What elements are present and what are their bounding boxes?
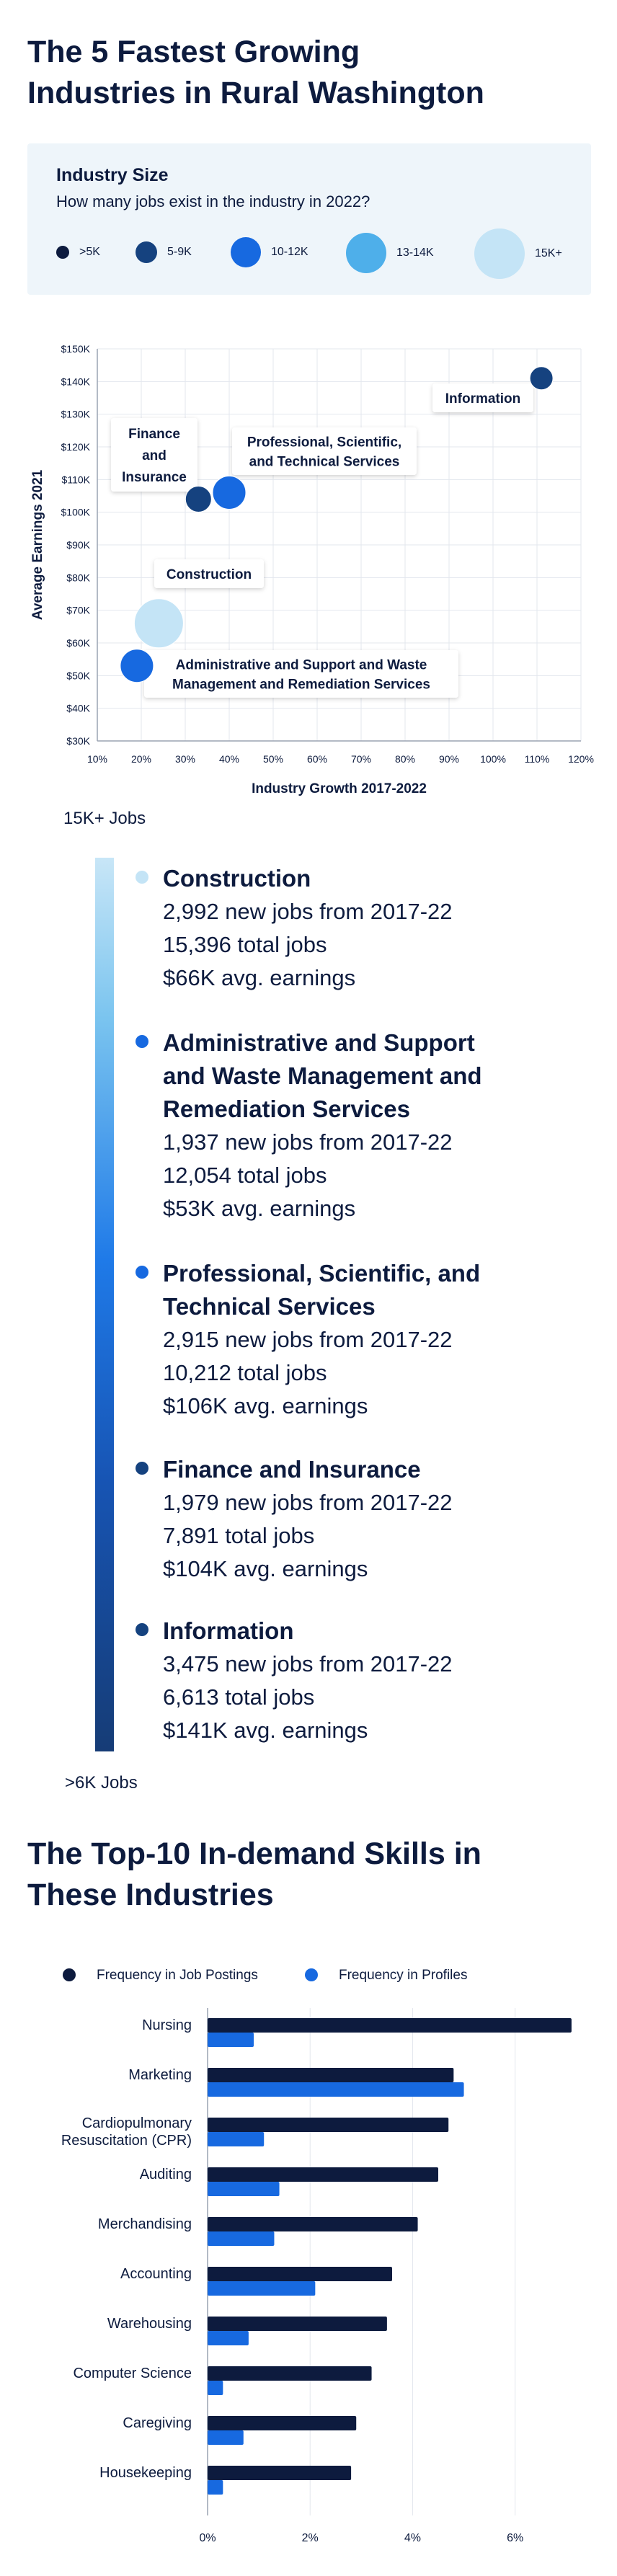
size-legend-label: 15K+ bbox=[535, 247, 562, 259]
category-label: Accounting bbox=[120, 2266, 192, 2282]
category-label: Marketing bbox=[128, 2067, 192, 2083]
legend-label: Frequency in Job Postings bbox=[97, 1968, 258, 1983]
industry-earnings: $66K avg. earnings bbox=[163, 965, 356, 990]
bar-job-postings bbox=[208, 2167, 438, 2182]
y-tick-label: $110K bbox=[61, 474, 90, 486]
legend-swatch bbox=[305, 1968, 318, 1981]
y-tick-label: $80K bbox=[66, 572, 90, 584]
x-tick-label: 0% bbox=[199, 2532, 216, 2544]
industry-new-jobs: 3,475 new jobs from 2017-22 bbox=[163, 1651, 453, 1676]
page-title bbox=[27, 32, 590, 114]
x-tick-label: 30% bbox=[174, 753, 196, 765]
data-point bbox=[530, 367, 553, 390]
skills-bar-chart bbox=[0, 1946, 617, 2576]
page-title-line-2: Industries in Rural Washington bbox=[27, 76, 484, 110]
industry-earnings: $141K avg. earnings bbox=[163, 1718, 368, 1743]
industry-earnings: $53K avg. earnings bbox=[163, 1196, 356, 1221]
x-tick-label: 120% bbox=[568, 753, 594, 765]
category-label: Caregiving bbox=[123, 2415, 192, 2431]
point-label: Information bbox=[445, 391, 521, 407]
industry-earnings: $104K avg. earnings bbox=[163, 1556, 368, 1581]
bar-profiles bbox=[208, 2281, 315, 2296]
industry-total-jobs: 10,212 total jobs bbox=[163, 1360, 327, 1385]
x-tick-label: 40% bbox=[218, 753, 240, 765]
point-label: Construction bbox=[166, 567, 252, 582]
size-legend-item bbox=[56, 246, 100, 259]
industry-dot bbox=[136, 1623, 148, 1636]
data-point bbox=[185, 487, 211, 512]
gradient-top-label: 15K+ Jobs bbox=[63, 809, 146, 828]
scatter-chart bbox=[0, 317, 617, 814]
data-point bbox=[120, 649, 154, 683]
category-label: Auditing bbox=[139, 2167, 192, 2182]
y-tick-label: $50K bbox=[66, 670, 90, 682]
industry-name: Remediation Services bbox=[163, 1096, 410, 1122]
y-tick-label: $60K bbox=[66, 637, 90, 649]
industry-details bbox=[0, 800, 617, 1816]
bar-profiles bbox=[208, 2182, 280, 2196]
industry-size-legend bbox=[27, 143, 591, 295]
data-point bbox=[134, 599, 183, 648]
size-dot-xl bbox=[474, 228, 525, 279]
x-tick-label: 20% bbox=[130, 753, 152, 765]
size-legend-label: 10-12K bbox=[271, 246, 308, 258]
y-tick-label: $100K bbox=[61, 506, 90, 518]
industry-item-professional bbox=[163, 1257, 567, 1423]
industry-name: and Waste Management and bbox=[163, 1062, 482, 1089]
point-label: Insurance bbox=[122, 470, 187, 485]
bar-job-postings bbox=[208, 2317, 387, 2331]
point-label: Finance bbox=[128, 427, 180, 442]
jobs-gradient-bar bbox=[95, 858, 114, 1751]
x-tick-label: 50% bbox=[262, 753, 284, 765]
size-dot-l bbox=[346, 233, 386, 273]
industry-dot bbox=[136, 1266, 148, 1279]
x-tick-label: 2% bbox=[301, 2532, 319, 2544]
y-tick-label: $150K bbox=[61, 343, 90, 355]
category-label: Nursing bbox=[142, 2017, 192, 2033]
point-label: and Technical Services bbox=[249, 454, 400, 470]
y-tick-label: $120K bbox=[61, 441, 90, 453]
data-point bbox=[213, 476, 246, 509]
industry-new-jobs: 2,992 new jobs from 2017-22 bbox=[163, 899, 453, 924]
category-label: Computer Science bbox=[73, 2366, 192, 2381]
industry-new-jobs: 1,979 new jobs from 2017-22 bbox=[163, 1490, 453, 1515]
bar-job-postings bbox=[208, 2018, 572, 2033]
x-tick-label: 60% bbox=[306, 753, 328, 765]
category-label: Warehousing bbox=[107, 2316, 192, 2332]
legend-title: Industry Size bbox=[56, 165, 169, 185]
legend-label: Frequency in Profiles bbox=[339, 1968, 468, 1983]
industry-dot bbox=[136, 871, 148, 884]
y-tick-label: $40K bbox=[66, 702, 90, 714]
industry-dot bbox=[136, 1035, 148, 1048]
industry-dot bbox=[136, 1462, 148, 1475]
x-tick-label: 100% bbox=[480, 753, 506, 765]
x-tick-label: 10% bbox=[86, 753, 108, 765]
industry-item-information bbox=[163, 1615, 567, 1747]
y-tick-label: $130K bbox=[61, 408, 90, 420]
bar-profiles bbox=[208, 2082, 464, 2097]
x-tick-label: 90% bbox=[438, 753, 460, 765]
bar-job-postings bbox=[208, 2118, 448, 2132]
category-label: Resuscitation (CPR) bbox=[61, 2133, 192, 2149]
bar-profiles bbox=[208, 2033, 254, 2047]
bar-job-postings bbox=[208, 2466, 351, 2480]
bar-profiles bbox=[208, 2331, 249, 2345]
y-tick-label: $30K bbox=[66, 735, 90, 747]
legend-subtitle: How many jobs exist in the industry in 2022? bbox=[56, 192, 370, 210]
bar-job-postings bbox=[208, 2068, 453, 2082]
industry-item-administrative bbox=[163, 1026, 567, 1225]
size-legend-item bbox=[231, 237, 308, 267]
size-dot-xs bbox=[56, 246, 69, 259]
size-legend-label: >5K bbox=[79, 246, 100, 258]
page-title-line-1: The 5 Fastest Growing bbox=[27, 35, 360, 69]
x-tick-label: 4% bbox=[404, 2532, 422, 2544]
x-tick-label: 70% bbox=[350, 753, 372, 765]
industry-name: Construction bbox=[163, 865, 311, 892]
category-label: Merchandising bbox=[97, 2216, 192, 2232]
skills-title bbox=[27, 1834, 590, 1916]
industry-earnings: $106K avg. earnings bbox=[163, 1393, 368, 1418]
point-label: Administrative and Support and Waste bbox=[175, 657, 427, 673]
x-axis-title: Industry Growth 2017-2022 bbox=[252, 781, 427, 796]
industry-new-jobs: 2,915 new jobs from 2017-22 bbox=[163, 1327, 453, 1352]
size-dot-m bbox=[231, 237, 261, 267]
industry-total-jobs: 6,613 total jobs bbox=[163, 1684, 315, 1710]
point-label-box bbox=[144, 650, 458, 698]
size-legend-item bbox=[346, 233, 434, 273]
bar-job-postings bbox=[208, 2267, 392, 2281]
size-legend-item bbox=[136, 241, 192, 263]
x-tick-label: 110% bbox=[524, 753, 550, 765]
industry-total-jobs: 7,891 total jobs bbox=[163, 1523, 315, 1548]
x-tick-label: 6% bbox=[507, 2532, 524, 2544]
y-tick-label: $70K bbox=[66, 604, 90, 616]
y-tick-label: $90K bbox=[66, 539, 90, 551]
point-label: and bbox=[142, 448, 167, 463]
bar-profiles bbox=[208, 2480, 223, 2495]
point-label-box bbox=[432, 383, 533, 412]
skills-title-line-1: The Top-10 In-demand Skills in bbox=[27, 1836, 481, 1871]
industry-item-finance bbox=[163, 1453, 567, 1586]
y-tick-label: $140K bbox=[61, 376, 90, 388]
industry-name: Administrative and Support bbox=[163, 1029, 475, 1056]
industry-item-construction bbox=[163, 862, 567, 995]
x-tick-label: 80% bbox=[394, 753, 416, 765]
industry-name: Information bbox=[163, 1617, 294, 1644]
size-legend-label: 5-9K bbox=[167, 246, 192, 258]
bar-job-postings bbox=[208, 2416, 356, 2430]
bar-profiles bbox=[208, 2132, 264, 2146]
bar-profiles bbox=[208, 2231, 274, 2246]
size-dot-s bbox=[136, 241, 157, 263]
industry-name: Technical Services bbox=[163, 1293, 376, 1320]
gradient-bottom-label: >6K Jobs bbox=[65, 1773, 138, 1793]
size-legend-item bbox=[474, 228, 562, 279]
point-label: Professional, Scientific, bbox=[247, 435, 402, 450]
bar-profiles bbox=[208, 2430, 244, 2445]
size-legend-label: 13-14K bbox=[396, 247, 434, 259]
industry-new-jobs: 1,937 new jobs from 2017-22 bbox=[163, 1129, 453, 1155]
industry-total-jobs: 12,054 total jobs bbox=[163, 1163, 327, 1188]
category-label: Cardiopulmonary bbox=[81, 2115, 192, 2131]
industry-name: Professional, Scientific, and bbox=[163, 1260, 481, 1287]
category-label: Housekeeping bbox=[99, 2465, 192, 2481]
point-label-box bbox=[154, 559, 264, 588]
point-label: Management and Remediation Services bbox=[172, 677, 430, 693]
legend-swatch bbox=[63, 1968, 76, 1981]
bar-job-postings bbox=[208, 2366, 372, 2381]
point-label-box bbox=[232, 427, 417, 475]
industry-name: Finance and Insurance bbox=[163, 1456, 421, 1483]
y-axis-title: Average Earnings 2021 bbox=[30, 469, 45, 621]
bar-profiles bbox=[208, 2381, 223, 2395]
industry-total-jobs: 15,396 total jobs bbox=[163, 932, 327, 957]
bar-job-postings bbox=[208, 2217, 418, 2231]
chart-legend bbox=[63, 1968, 467, 1983]
point-label-box bbox=[111, 418, 197, 492]
skills-title-line-2: These Industries bbox=[27, 1878, 274, 1912]
